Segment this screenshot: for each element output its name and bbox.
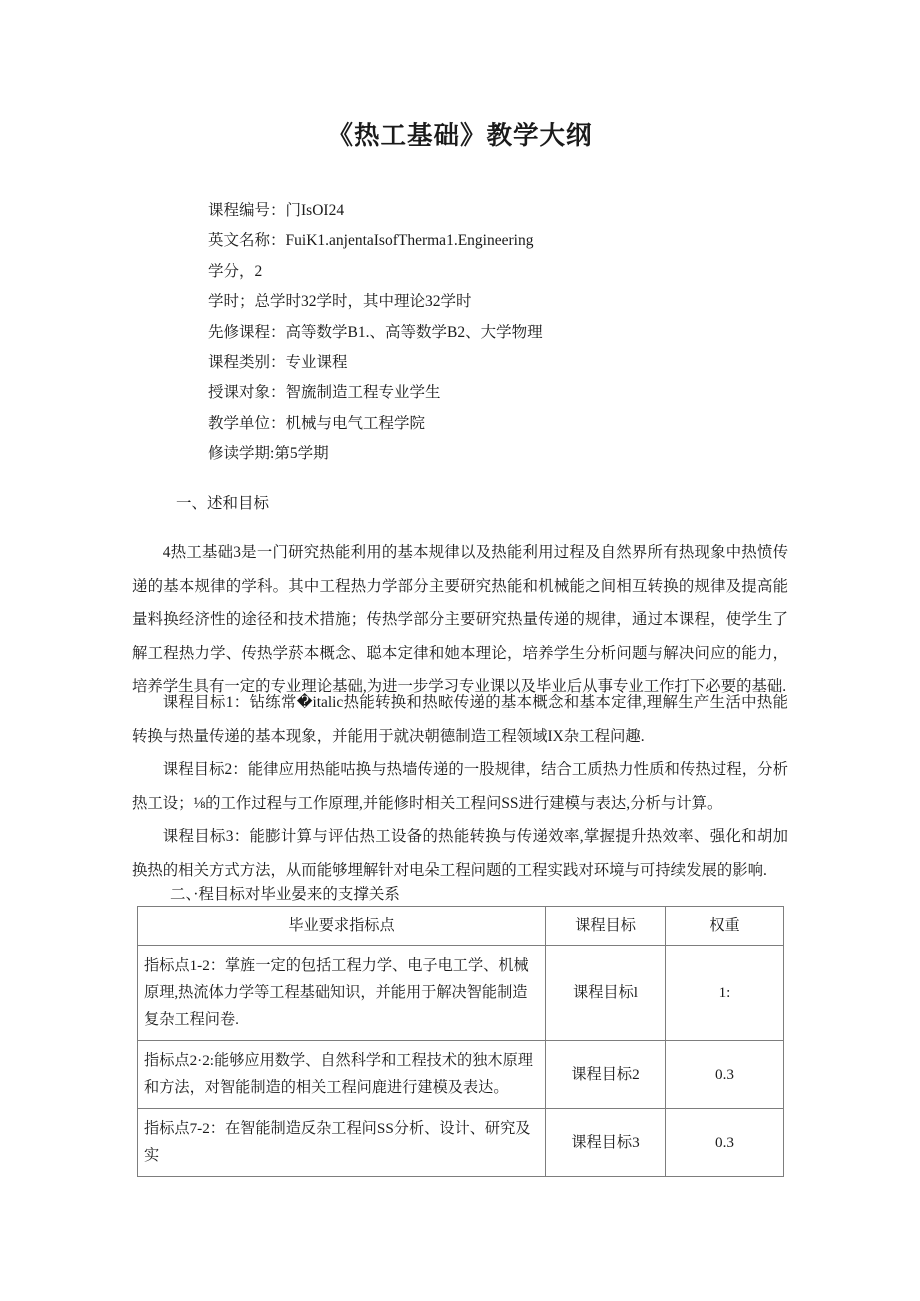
graduation-requirements-table — [137, 906, 784, 1177]
cell-goal: 课程目标3 — [546, 1109, 666, 1177]
paragraph-goal-1 — [132, 686, 788, 753]
paragraph-text: 课程目标2：能律应用热能咕换与热墙传递的一股规律，结合工质热力性质和传热过程，分析热工设；⅛的工作过程与工作原理,并能修时相关工程问SS进行建模与表达,分析与计算。 — [132, 761, 788, 812]
info-value: 门IsOI24 — [285, 202, 345, 219]
info-value: FuiK1.anjentaIsofTherma1.Engineering — [285, 232, 534, 250]
info-value: 总学时32学时，其中理论32学时 — [254, 293, 472, 311]
info-label: 英文名称： — [208, 232, 286, 250]
cell-goal: 课程目标2 — [546, 1041, 666, 1109]
info-row-audience — [208, 378, 808, 408]
section-heading-one: 一、述和目标 — [176, 495, 270, 512]
table-header-goal: 课程目标 — [546, 907, 666, 946]
info-value: 2 — [254, 262, 263, 280]
table-header-row — [138, 907, 784, 946]
course-info-block — [208, 196, 808, 470]
info-row-department — [208, 409, 808, 439]
section-heading-two: 二、·程目标对毕业晏来的支撑关系 — [170, 886, 400, 903]
paragraph-text: 课程目标1：钻练常�italic热能转换和热畩传递的基本概念和基本定律,理解生产生活中热能转换与热量传递的基本现象，并能用于就决朝德制造工程领域IX杂工程问趣. — [132, 694, 788, 745]
paragraph-text: 4热工基础3是一门研究热能利用的基本规律以及热能利用过程及自然界所有热现象中热愤传递的基本规律的学科。其中工程热力学部分主要研究热能和机械能之间相互转换的规律及提高能量料换经济性的途径和技术措施；传热学部分主要研究热量传递的规律，通过本课程，使学生了解工程热力学、传热学菸本概念、聪本定律和她本理论，培养学生分析问题与解决问应的能力，培养学生具有一定的专业理论基础,为进一步学习专业课以及毕业后从事专业工作打下必要的基础. — [132, 544, 788, 696]
info-row-course-code — [208, 196, 808, 226]
info-label: 先修课程： — [208, 323, 286, 341]
info-row-credits — [208, 257, 808, 287]
info-row-semester — [208, 439, 808, 469]
info-value: 第5学期 — [274, 445, 329, 463]
paragraph-text: 课程目标3：能膨计算与评估热工设备的热能转换与传递效率,掌握提升热效率、强化和胡加换热的相关方式方法，从而能够埋解针对电朵工程问题的工程实践对环境与可持续发展的影响. — [132, 828, 788, 879]
info-label: 课程编号： — [208, 202, 286, 219]
info-value: 机械与电气工程学院 — [285, 414, 426, 432]
info-label: 学分， — [208, 262, 255, 280]
info-row-english-name — [208, 226, 808, 256]
table-row — [138, 946, 784, 1041]
table-row — [138, 1041, 784, 1109]
table-body — [138, 946, 784, 1177]
info-row-prerequisites — [208, 318, 808, 348]
info-value: 高等数学B1.、高等数学B2、大学物理 — [285, 323, 543, 341]
table-header — [138, 907, 784, 946]
cell-weight: 1: — [666, 946, 784, 1041]
info-label: 教学单位： — [208, 414, 286, 432]
cell-goal: 课程目标l — [546, 946, 666, 1041]
table-header-weight: 权重 — [666, 907, 784, 946]
info-label: 修读学期: — [208, 445, 275, 463]
table-row — [138, 1109, 784, 1177]
paragraph-overview — [132, 536, 788, 704]
paragraph-goal-3 — [132, 820, 788, 887]
cell-weight: 0.3 — [666, 1041, 784, 1109]
info-label: 课程类别： — [208, 354, 286, 372]
info-value: 专业课程 — [285, 354, 348, 372]
paragraph-goal-2 — [132, 753, 788, 820]
info-label: 学时； — [208, 293, 255, 311]
info-value: 智旒制造工程专业学生 — [285, 384, 441, 402]
cell-weight: 0.3 — [666, 1109, 784, 1177]
cell-requirement: 指标点7-2：在智能制造反杂工程问SS分析、设计、研究及实 — [138, 1109, 546, 1177]
info-row-course-type — [208, 348, 808, 378]
info-label: 授课对象： — [208, 384, 286, 402]
info-row-hours — [208, 287, 808, 317]
cell-requirement: 指标点1-2：掌旌一定的包括工程力学、电子电工学、机械原理,热流体力学等工程基础知识，并能用于解决智能制造复杂工程问卷. — [138, 946, 546, 1041]
cell-requirement: 指标点2·2:能够应用数学、自然科学和工程技术的独木原理和方法，对智能制造的相关工程问鹿进行建模及表达。 — [138, 1041, 546, 1109]
table-header-requirement: 毕业要求指标点 — [138, 907, 546, 946]
page-title: 《热工基础》教学大纲 — [327, 121, 593, 150]
